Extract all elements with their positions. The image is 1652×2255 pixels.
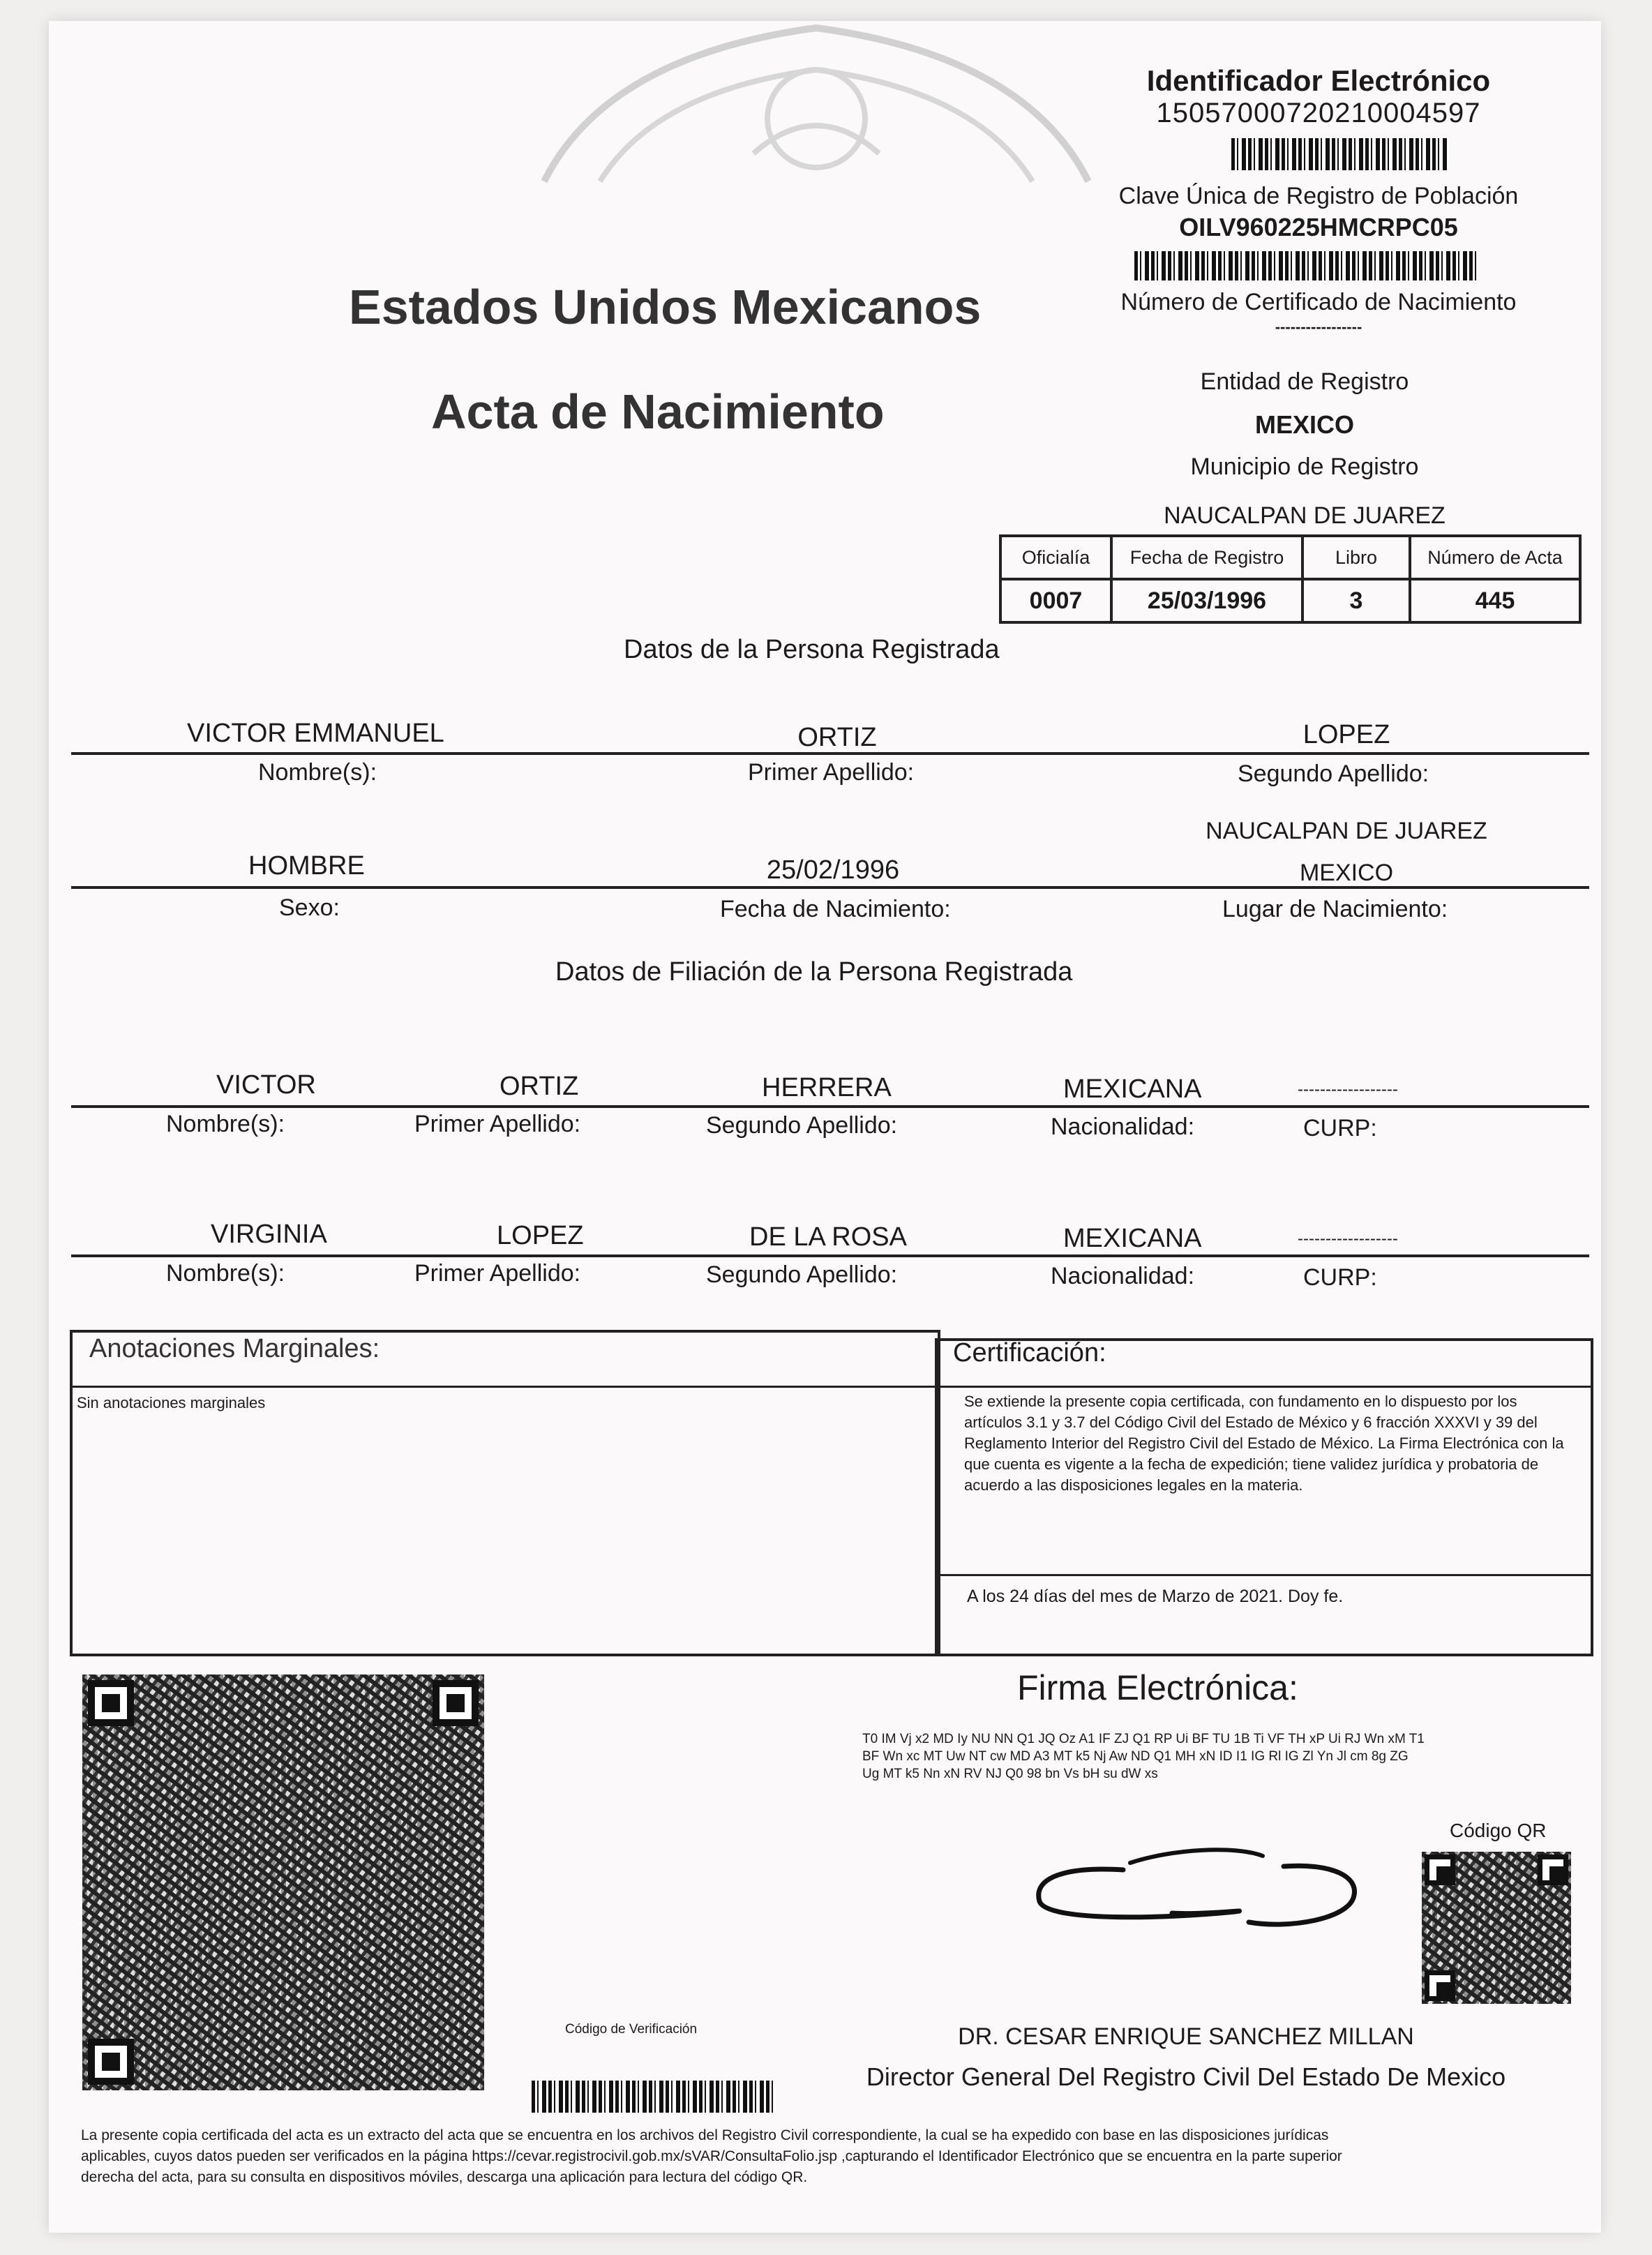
electronic-id-value: 15057000720210004597 — [1156, 98, 1481, 128]
mother-curp: ------------------ — [1298, 1229, 1398, 1248]
mother-nationality: MEXICANA — [1063, 1224, 1202, 1253]
official-name: DR. CESAR ENRIQUE SANCHEZ MILLAN — [958, 2023, 1414, 2050]
person-birth-place-line2: MEXICO — [1299, 860, 1394, 886]
curp-value: OILV960225HMCRPC05 — [1179, 213, 1458, 241]
footer-line-1: La presente copia certificada del acta es un extracto del acta que se encuentra en los archivos del Registro Civil correspondiente, la cual se ha expedido con base en las disposiciones jurídicas — [81, 2127, 1329, 2143]
filiation-section-title: Datos de Filiación de la Persona Registrada — [555, 957, 1073, 987]
mother-second-surname-label: Segundo Apellido: — [706, 1261, 898, 1288]
certification-text: Se extiende la presente copia certificada, con fundamento en lo dispuesto por los artículos 3.1 y 3.7 del Código Civil del Estado de México y 6 fracción XXXVI y 39 del Reglamento Interior del Registro Civil del Estado de México. La Firma Electrónica con la que cuenta es vigente a la fecha de expedición; tiene validez jurídica y probatoria de acuerdo a las disposiciones legales en la materia. — [964, 1393, 1564, 1494]
official-title: Director General Del Registro Civil Del Estado De Mexico — [866, 2062, 1506, 2091]
registry-table — [999, 534, 1582, 624]
registry-value-book: 3 — [1302, 579, 1410, 622]
annotations-text: Sin anotaciones marginales — [77, 1394, 266, 1411]
mother-names: VIRGINIA — [211, 1220, 327, 1249]
verification-code-label: Código de Verificación — [565, 2022, 698, 2037]
mother-line — [71, 1254, 1589, 1257]
mother-curp-label: CURP: — [1303, 1264, 1377, 1291]
country-title: Estados Unidos Mexicanos — [349, 280, 982, 334]
father-second-surname-label: Segundo Apellido: — [706, 1112, 898, 1139]
mother-nationality-label: Nacionalidad: — [1051, 1263, 1195, 1289]
registry-municipality-value: NAUCALPAN DE JUAREZ — [1164, 502, 1446, 529]
certification-date-line — [935, 1574, 1591, 1576]
father-curp-label: CURP: — [1303, 1115, 1377, 1141]
person-second-surname-label: Segundo Apellido: — [1238, 761, 1429, 787]
qr-code-label: Código QR — [1450, 1820, 1547, 1841]
person-birth-date-label: Fecha de Nacimiento: — [720, 896, 951, 922]
registry-entity-value: MEXICO — [1254, 410, 1354, 439]
father-first-surname: ORTIZ — [500, 1072, 579, 1101]
registry-municipality-label: Municipio de Registro — [1190, 454, 1419, 480]
person-birth-place-line1: NAUCALPAN DE JUAREZ — [1206, 818, 1487, 844]
person-sex: HOMBRE — [248, 851, 365, 881]
mother-names-label: Nombre(s): — [166, 1260, 285, 1287]
mother-first-surname-label: Primer Apellido: — [414, 1260, 581, 1287]
person-row1-line — [71, 752, 1589, 755]
registry-value-act-number: 445 — [1410, 579, 1580, 622]
registry-header-date: Fecha de Registro — [1111, 536, 1302, 579]
certification-date-line-text: A los 24 días del mes de Marzo de 2021. Doy fe. — [967, 1587, 1344, 1606]
father-first-surname-label: Primer Apellido: — [414, 1111, 581, 1137]
verification-qr-code — [82, 1675, 484, 2090]
person-birth-place-label: Lugar de Nacimiento: — [1222, 896, 1448, 922]
person-names: VICTOR EMMANUEL — [187, 719, 444, 748]
annotations-box — [70, 1330, 940, 1656]
father-curp: ------------------ — [1298, 1080, 1398, 1099]
registry-header-act-number: Número de Acta — [1410, 536, 1580, 579]
footer-line-3: derecha del acta, para su consulta en dispositivos móviles, descarga una aplicación para lectura del código QR. — [81, 2169, 808, 2185]
verification-barcode — [532, 2081, 776, 2113]
person-section-title: Datos de la Persona Registrada — [624, 635, 1000, 664]
person-row2-line — [71, 886, 1589, 889]
father-names-label: Nombre(s): — [166, 1111, 285, 1137]
father-second-surname: HERRERA — [762, 1073, 892, 1102]
signature-qr-code — [1422, 1852, 1571, 2004]
signature-hash-line-3: Ug MT k5 Nn xN RV NJ Q0 98 bn Vs bH su dW xs — [862, 1767, 1158, 1781]
person-first-surname: ORTIZ — [797, 723, 877, 752]
footer-legal-text — [81, 2125, 1588, 2188]
handwritten-signature-image — [1026, 1835, 1374, 1940]
curp-barcode — [1134, 251, 1476, 280]
electronic-id-label: Identificador Electrónico — [1146, 64, 1491, 97]
coat-of-arms-seal — [502, 14, 1130, 195]
registry-header-book: Libro — [1302, 536, 1410, 579]
registry-value-date: 25/03/1996 — [1111, 579, 1302, 622]
mother-second-surname: DE LA ROSA — [749, 1222, 907, 1252]
birth-certificate-number-value: ----------------- — [1275, 318, 1362, 336]
signature-hash-line-2: BF Wn xc MT Uw NT cw MD A3 MT k5 Nj Aw ND Q1 MH xN ID I1 IG Rl IG Zl Yn Jl cm 8g ZG — [862, 1749, 1409, 1764]
mother-first-surname: LOPEZ — [497, 1221, 584, 1250]
person-birth-date: 25/02/1996 — [766, 855, 900, 885]
electronic-id-barcode — [1231, 138, 1449, 170]
person-names-label: Nombre(s): — [258, 759, 377, 786]
registry-entity-label: Entidad de Registro — [1200, 368, 1409, 395]
father-nationality-label: Nacionalidad: — [1051, 1114, 1195, 1140]
registry-value-office: 0007 — [1000, 579, 1111, 622]
person-first-surname-label: Primer Apellido: — [748, 759, 915, 786]
birth-certificate-number-label: Número de Certificado de Nacimiento — [1120, 289, 1517, 315]
registry-header-office: Oficialía — [1000, 536, 1111, 579]
electronic-signature-title: Firma Electrónica: — [1017, 1668, 1298, 1707]
footer-line-2: aplicables, cuyos datos pueden ser verificados en la página https://cevar.registrocivil.gob.mx/sVAR/ConsultaFolio.jsp ,capturando el Identificador Electrónico que se encuentra en la parte superior — [81, 2148, 1342, 2164]
curp-label: Clave Única de Registro de Población — [1118, 183, 1519, 209]
document-title: Acta de Nacimiento — [431, 384, 885, 439]
electronic-signature-hash — [862, 1730, 1490, 1783]
person-second-surname: LOPEZ — [1302, 720, 1390, 749]
certification-title: Certificación: — [953, 1338, 1106, 1368]
father-line — [71, 1105, 1589, 1108]
person-sex-label: Sexo: — [279, 894, 340, 921]
annotations-title: Anotaciones Marginales: — [89, 1334, 380, 1363]
father-nationality: MEXICANA — [1063, 1074, 1202, 1104]
certification-header-line — [935, 1386, 1591, 1388]
annotations-header-line — [70, 1386, 938, 1388]
signature-hash-line-1: T0 IM Vj x2 MD Iy NU NN Q1 JQ Oz A1 IF ZJ Q1 RP Ui BF TU 1B Ti VF TH xP Ui RJ Wn xM T1 — [862, 1732, 1425, 1746]
father-names: VICTOR — [216, 1070, 316, 1100]
